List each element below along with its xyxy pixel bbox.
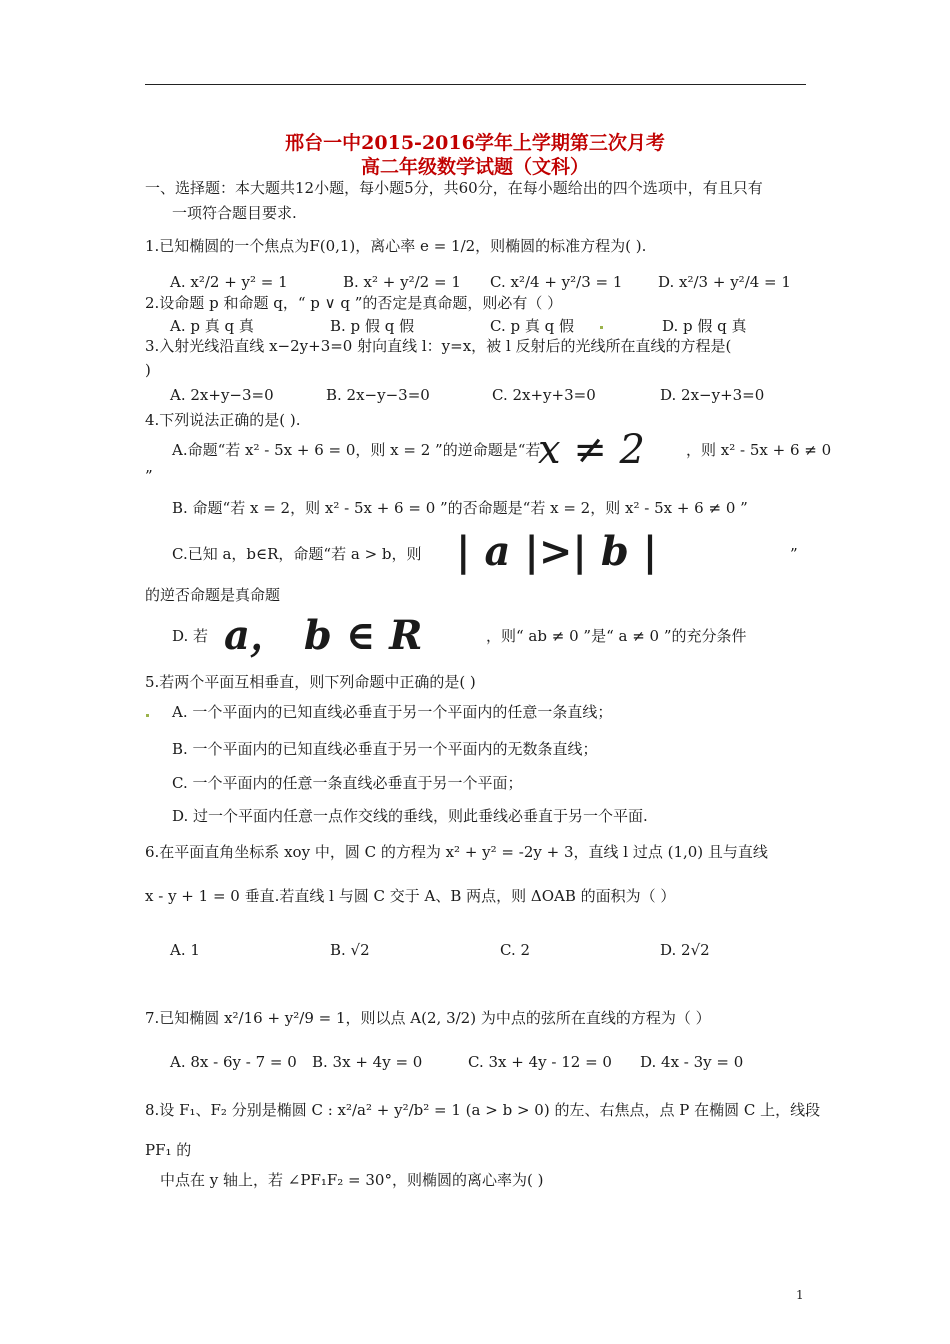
question-2-stem: 2.设命题 p 和命题 q，“ p ∨ q ”的否定是真命题，则必有（ ） [145,294,563,312]
question-4-option-c-part3: 的逆否命题是真命题 [145,586,281,604]
question-2-option-b: B. p 假 q 假 [330,317,415,335]
scan-dot [600,326,603,329]
question-4-option-c-big: | a |>| b | [456,528,658,575]
question-1-option-b: B. x² + y²/2 = 1 [343,273,461,291]
question-1-stem: 1.已知椭圆的一个焦点为F(0,1)，离心率 e = 1/2，则椭圆的标准方程为( ). [145,237,647,255]
question-2-option-d: D. p 假 q 真 [662,317,747,335]
section-instructions-cont: 一项符合题目要求. [172,204,297,222]
question-5-option-c: C. 一个平面内的任意一条直线必垂直于另一个平面； [172,774,523,792]
question-7-stem: 7.已知椭圆 x²/16 + y²/9 = 1，则以点 A(2, 3/2) 为中点的弦所在直线的方程为（ ） [145,1009,711,1027]
question-7-option-d: D. 4x - 3y = 0 [640,1053,744,1071]
question-6-option-c: C. 2 [500,941,531,959]
question-3-stem: 3.入射光线沿直线 x−2y+3=0 射向直线 l：y=x，被 l 反射后的光线所在直线的方程是( [145,337,732,355]
question-3-option-d: D. 2x−y+3=0 [660,386,765,404]
question-2-option-a: A. p 真 q 真 [170,317,254,335]
question-5-stem: 5.若两个平面互相垂直，则下列命题中正确的是( ) [145,673,476,691]
question-4-stem: 4.下列说法正确的是( ). [145,411,301,429]
question-5-option-d: D. 过一个平面内任意一点作交线的垂线，则此垂线必垂直于另一个平面. [172,807,648,825]
question-4-option-d-part1: D. 若 [172,627,209,645]
exam-subtitle: 高二年级数学试题（文科） [360,156,589,178]
page-number: 1 [796,1288,804,1302]
question-5-option-a: A. 一个平面内的已知直线必垂直于另一个平面内的任意一条直线； [172,703,613,721]
question-4-option-a-part2: ，则 x² - 5x + 6 ≠ 0 [686,441,832,459]
question-1-option-a: A. x²/2 + y² = 1 [170,273,288,291]
question-7-option-b: B. 3x + 4y = 0 [312,1053,423,1071]
question-4-option-d-part2: ，则“ ab ≠ 0 ”是“ a ≠ 0 ”的充分条件 [486,627,747,645]
exam-title: 邢台一中2015-2016学年上学期第三次月考 [285,132,665,154]
question-1-option-c: C. x²/4 + y²/3 = 1 [490,273,623,291]
question-5-option-b: B. 一个平面内的已知直线必垂直于另一个平面内的无数条直线； [172,740,598,758]
question-8-stem-2: PF₁ 的 [145,1141,192,1159]
question-6-option-b: B. √2 [330,941,370,959]
question-3-option-a: A. 2x+y−3=0 [170,386,274,404]
question-4-option-d-big: a， b ∈ R [224,612,423,659]
question-3-option-b: B. 2x−y−3=0 [326,386,430,404]
question-6-stem-1: 6.在平面直角坐标系 xoy 中，圆 C 的方程为 x² + y² = -2y + 3，直线 l 过点 (1,0) 且与直线 [145,843,768,861]
question-4-option-c-part2: ” [790,545,798,563]
question-3-option-c: C. 2x+y+3=0 [492,386,596,404]
question-4-option-a-part3: ” [145,467,153,485]
question-6-stem-2: x - y + 1 = 0 垂直.若直线 l 与圆 C 交于 A、B 两点，则 ΔOAB 的面积为（ ） [145,887,676,905]
question-4-option-b: B. 命题“若 x = 2，则 x² - 5x + 6 = 0 ”的否命题是“若 x = 2，则 x² - 5x + 6 ≠ 0 ” [172,499,748,517]
question-4-option-c-part1: C.已知 a，b∈R，命题“若 a > b，则 [172,545,422,563]
question-3-stem-cont: ) [145,361,151,379]
question-7-option-c: C. 3x + 4y - 12 = 0 [468,1053,612,1071]
section-instructions: 一、选择题：本大题共12小题，每小题5分，共60分，在每小题给出的四个选项中，有且只有 [145,179,763,197]
question-4-option-a-big: x ≠ 2 [538,427,645,473]
question-8-stem-3: 中点在 y 轴上，若 ∠PF₁F₂ = 30°，则椭圆的离心率为( ) [160,1171,544,1189]
question-1-option-d: D. x²/3 + y²/4 = 1 [658,273,791,291]
question-4-option-a-part1: A.命题“若 x² - 5x + 6 = 0，则 x = 2 ”的逆命题是“若 [172,441,541,459]
question-6-option-a: A. 1 [170,941,200,959]
question-7-option-a: A. 8x - 6y - 7 = 0 [170,1053,297,1071]
header-rule [145,84,806,85]
question-2-option-c: C. p 真 q 假 [490,317,574,335]
scan-dot [146,714,149,717]
question-8-stem-1: 8.设 F₁、F₂ 分别是椭圆 C : x²/a² + y²/b² = 1 (a > b > 0) 的左、右焦点，点 P 在椭圆 C 上，线段 [145,1101,821,1119]
question-6-option-d: D. 2√2 [660,941,710,959]
